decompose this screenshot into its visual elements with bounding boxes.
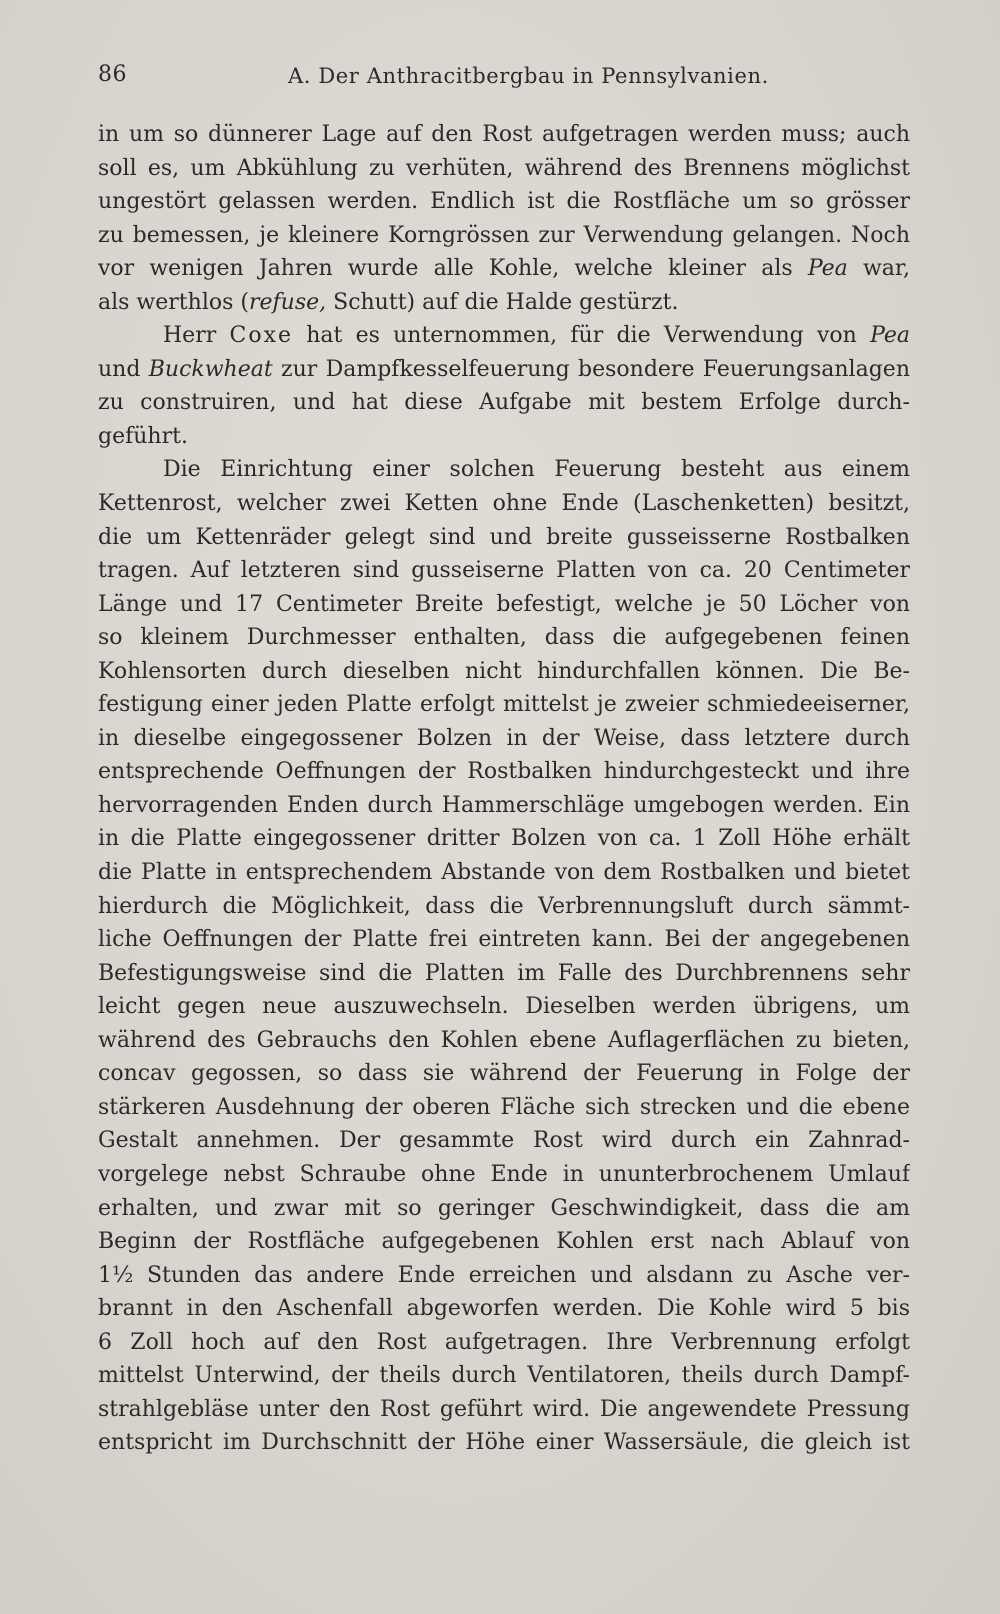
text-line: hervorragenden Enden durch Hammerschläge umgebogen werden. Ein [98, 792, 910, 818]
text-line: Gestalt annehmen. Der gesammte Rost wird durch ein Zahnrad- [98, 1128, 910, 1154]
page-number: 86 [98, 62, 127, 87]
text-line: liche Oeffnungen der Platte frei eintreten kann. Bei der angegebenen [98, 927, 910, 953]
text-line [98, 286, 910, 320]
text-line: geführt. [98, 423, 188, 449]
text-line: soll es, um Abkühlung zu verhüten, während des Brennens möglichst [98, 155, 910, 181]
text-line [98, 252, 910, 286]
text-line: Kohlensorten durch dieselben nicht hindurchfallen können. Die Be- [98, 658, 910, 684]
text-line: die Platte in entsprechendem Abstande von dem Rostbalken und bietet [98, 860, 910, 886]
text-line: so kleinem Durchmesser enthalten, dass die aufgegebenen feinen [98, 625, 910, 651]
text-span: war, [847, 256, 910, 282]
text-line [98, 319, 910, 353]
text-line: erhalten, und zwar mit so geringer Geschwindigkeit, dass die am [98, 1195, 910, 1221]
text-span: vor wenigen Jahren wurde alle Kohle, welche kleiner als [98, 256, 808, 282]
text-span: und [98, 356, 149, 382]
text-line: brannt in den Aschenfall abgeworfen werden. Die Kohle wird 5 bis [98, 1296, 910, 1322]
text-span: zur Dampfkesselfeuerung besondere Feuerungsanlagen [272, 356, 910, 382]
text-line: Befestigungsweise sind die Platten im Falle des Durchbrennens sehr [98, 960, 910, 986]
text-line: concav gegossen, so dass sie während der Feuerung in Folge der [98, 1061, 910, 1087]
text-line: entspricht im Durchschnitt der Höhe einer Wassersäule, die gleich ist [98, 1430, 910, 1456]
text-line: in um so dünnerer Lage auf den Rost aufgetragen werden muss; auch [98, 122, 910, 147]
text-line: stärkeren Ausdehnung der oberen Fläche sich strecken und die ebene [98, 1094, 910, 1120]
text-line: entsprechende Oeffnungen der Rostbalken hindurchgesteckt und ihre [98, 759, 910, 785]
page-header [98, 62, 908, 96]
text-line: leicht gegen neue auszuwechseln. Dieselben werden übrigens, um [98, 994, 910, 1020]
text-span: hat es unternommen, für die Verwendung von [293, 323, 871, 349]
text-line: hierdurch die Möglichkeit, dass die Verbrennungsluft durch sämmt- [98, 893, 910, 919]
text-line: strahlgebläse unter den Rost geführt wird. Die angewendete Pressung [98, 1396, 910, 1422]
text-line: Die Einrichtung einer solchen Feuerung besteht aus einem [163, 457, 910, 483]
running-head: A. Der Anthracitbergbau in Pennsylvanien. [288, 64, 769, 88]
text-line: in die Platte eingegossener dritter Bolzen von ca. 1 Zoll Höhe erhält [98, 826, 910, 852]
text-line [98, 353, 910, 387]
text-line: tragen. Auf letzteren sind gusseiserne Platten von ca. 20 Centimeter [98, 558, 910, 584]
italic-term: Pea [870, 323, 910, 349]
text-line: die um Kettenräder gelegt sind und breite gusseisserne Rostbalken [98, 524, 910, 550]
text-span: Herr [163, 323, 230, 349]
text-line: ungestört gelassen werden. Endlich ist die Rostfläche um so grösser [98, 189, 910, 215]
italic-term: Pea [807, 256, 848, 282]
italic-term: Buckwheat [148, 356, 273, 382]
text-line: vorgelege nebst Schraube ohne Ende in ununterbrochenem Umlauf [98, 1161, 910, 1187]
text-line: 6 Zoll hoch auf den Rost aufgetragen. Ihre Verbrennung erfolgt [98, 1329, 910, 1355]
text-line: mittelst Unterwind, der theils durch Ventilatoren, theils durch Dampf- [98, 1363, 910, 1389]
text-line: zu construiren, und hat diese Aufgabe mit bestem Erfolge durch- [98, 390, 910, 416]
text-line: Kettenrost, welcher zwei Ketten ohne Ende (Laschenketten) besitzt, [98, 491, 910, 517]
text-line: zu bemessen, je kleinere Korngrössen zur Verwendung gelangen. Noch [98, 222, 910, 248]
text-line: in dieselbe eingegossener Bolzen in der Weise, dass letztere durch [98, 725, 910, 751]
text-span: Schutt) auf die Halde gestürzt. [326, 289, 679, 315]
text-line: festigung einer jeden Platte erfolgt mittelst je zweier schmiedeeiserner, [98, 692, 910, 718]
text-line: 1½ Stunden das andere Ende erreichen und alsdann zu Asche ver- [98, 1262, 910, 1288]
text-line: Beginn der Rostfläche aufgegebenen Kohlen erst nach Ablauf von [98, 1229, 910, 1255]
body-text [98, 118, 910, 1460]
text-span: als werthlos ( [98, 289, 249, 315]
text-line: Länge und 17 Centimeter Breite befestigt, welche je 50 Löcher von [98, 591, 910, 617]
spaced-name: Coxe [229, 323, 293, 349]
text-line: während des Gebrauchs den Kohlen ebene Auflagerflächen zu bieten, [98, 1027, 910, 1053]
italic-term: refuse, [248, 289, 327, 315]
